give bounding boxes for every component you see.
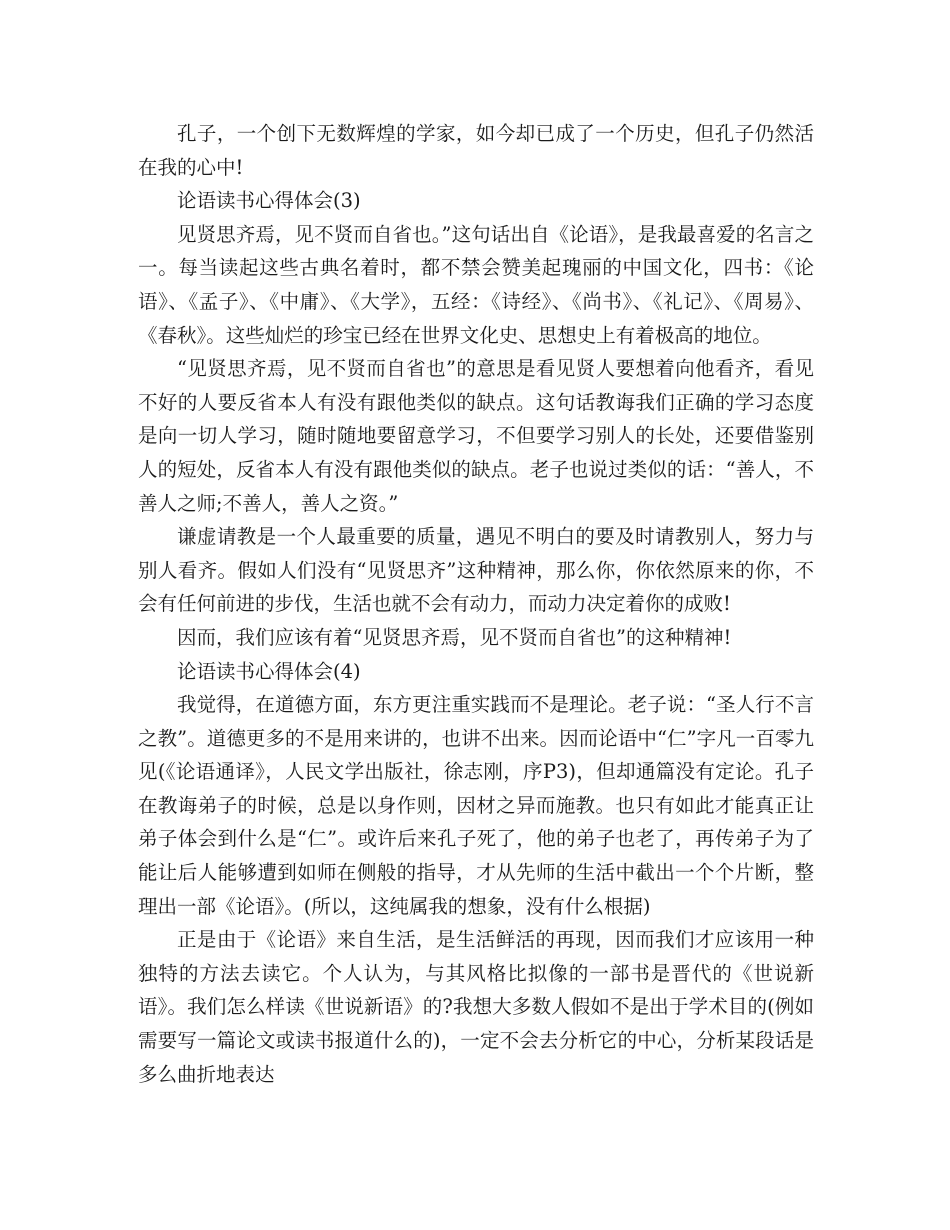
section-heading: 论语读书心得体会(4) bbox=[177, 659, 361, 683]
paragraph: “见贤思齐焉，见不贤而自省也”的意思是看见贤人要想着向他看齐，看见不好的人要反省本人有没有跟他类似的缺点。这句话教诲我们正确的学习态度是向一切人学习，随时随地要留意学习，不但要学习别人的长处，还要借鉴别人的短处，反省本人有没有跟他类似的缺点。老子也说过类似的话：“善人，不善人之师;不善人，善人之资。” bbox=[138, 357, 814, 515]
paragraph: 见贤思齐焉，见不贤而自省也。”这句话出自《论语》，是我最喜爱的名言之一。每当读起这些古典名着时，都不禁会赞美起瑰丽的中国文化，四书：《论语》、《孟子》、《中庸》、《大学》，五经：《诗经》、《尚书》、《礼记》、《周易》、《春秋》。这些灿烂的珍宝已经在世界文化史、思想史上有着极高的地位。 bbox=[138, 222, 814, 347]
paragraph: 谦虚请教是一个人最重要的质量，遇见不明白的要及时请教别人，努力与别人看齐。假如人们没有“见贤思齐”这种精神，那么你，你依然原来的你，不会有任何前进的步伐，生活也就不会有动力，而动力决定着你的成败! bbox=[138, 525, 814, 616]
section-heading: 论语读书心得体会(3) bbox=[177, 189, 361, 213]
paragraph: 孔子，一个创下无数辉煌的学家，如今却已成了一个历史，但孔子仍然活在我的心中! bbox=[138, 122, 814, 179]
paragraph: 正是由于《论语》来自生活，是生活鲜活的再现，因而我们才应该用一种独特的方法去读它。个人认为，与其风格比拟像的一部书是晋代的《世说新语》。我们怎么样读《世说新语》的?我想大多数人假如不是出于学术目的(例如需要写一篇论文或读书报道什么的)，一定不会去分析它的中心，分析某段话是多么曲折地表达 bbox=[138, 928, 814, 1086]
paragraph: 因而，我们应该有着“见贤思齐焉，见不贤而自省也”的这种精神! bbox=[177, 625, 732, 649]
document-body bbox=[138, 117, 814, 1091]
paragraph: 我觉得，在道德方面，东方更注重实践而不是理论。老子说：“圣人行不言之教”。道德更多的不是用来讲的，也讲不出来。因而论语中“仁”字凡一百零九见(《论语通译》，人民文学出版社，徐志刚，序P3)，但却通篇没有定论。孔子在教诲弟子的时候，总是以身作则，因材之异而施教。也只有如此才能真正让弟子体会到什么是“仁”。或许后来孔子死了，他的弟子也老了，再传弟子为了能让后人能够遭到如师在侧般的指导，才从先师的生活中截出一个个片断，整理出一部《论语》。(所以，这纯属我的想象，没有什么根据) bbox=[138, 693, 814, 918]
